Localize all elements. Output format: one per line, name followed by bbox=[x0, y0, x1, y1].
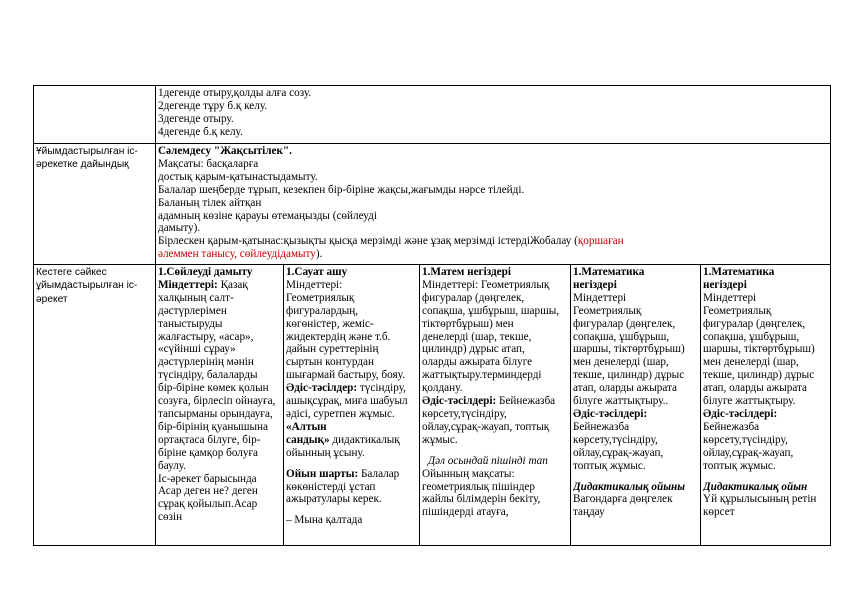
text-line: пішіндерді атауға, bbox=[422, 506, 509, 519]
text-line: ойынның ұсыну. bbox=[286, 446, 365, 459]
game-desc: дидактикалық bbox=[329, 433, 400, 446]
subject-title: 1.Математика bbox=[573, 266, 645, 278]
greeting-line bbox=[158, 248, 828, 261]
text-line: көрсету,түсіндіру, bbox=[422, 407, 507, 420]
methods-label: Әдіс-тәсілдері: bbox=[703, 407, 778, 420]
column-divider bbox=[419, 264, 420, 546]
text-line: текше, цилиндр) дұрыс bbox=[703, 369, 815, 382]
text-line: мен денелерді (шар, bbox=[703, 356, 799, 369]
text-line: көрсету,түсіндіру, bbox=[703, 433, 788, 446]
label-column-divider bbox=[155, 85, 156, 546]
game-name: Дәл осындай пішінді тап bbox=[428, 454, 548, 467]
text-line: фигуралар (дөңгелек, bbox=[573, 317, 676, 330]
text-line: ажыратулары керек. bbox=[286, 493, 382, 506]
row-divider bbox=[33, 143, 831, 144]
speech-development-cell bbox=[158, 266, 282, 544]
text-line: ойлау,сұрақ-жауап, топтық bbox=[422, 420, 550, 433]
text-line: сөзін bbox=[158, 511, 183, 524]
text-line: қолдану. bbox=[422, 382, 463, 395]
greeting-line: Мақсаты: басқаларға bbox=[158, 157, 259, 170]
column-divider bbox=[570, 264, 571, 546]
methods-label: Әдіс-тәсілдер: bbox=[286, 382, 358, 395]
text-line: топтық жұмыс. bbox=[573, 459, 646, 472]
text-line: шығармай бастыру, бояу. bbox=[286, 369, 405, 382]
text-line: Ойынның мақсаты: bbox=[422, 467, 515, 480]
greeting-text: ). bbox=[315, 248, 323, 261]
column-divider bbox=[283, 264, 284, 546]
text-line: түсіндіру, балаларды bbox=[158, 369, 258, 382]
methods-label: Әдіс-тәсілдері: bbox=[422, 395, 497, 408]
text-line: фигуралардың, bbox=[286, 304, 359, 317]
methods-text: түсіндіру, bbox=[357, 382, 406, 395]
text-line: текше, цилиндр) дұрыс bbox=[573, 369, 685, 382]
text-line: ойлау,сұрақ-жауап, bbox=[573, 446, 664, 459]
text-line: денелерді (шар, текше, bbox=[422, 330, 532, 343]
label-line: Кестеге сәйкес bbox=[36, 267, 107, 278]
text-line: сопақша, ұшбұрыш, bbox=[573, 330, 670, 343]
rules-label: Ойын шарты: bbox=[286, 467, 359, 480]
exercise-line: 3дегенде отыру. bbox=[158, 112, 234, 125]
text-line: фигуралар (дөңгелек, bbox=[703, 317, 806, 330]
text-line: мен денелерді (шар, bbox=[573, 356, 669, 369]
methods-label: Әдіс-тәсілдері: bbox=[573, 407, 648, 420]
text-line: баулу. bbox=[158, 459, 187, 472]
label-line: әрекетке дайындық bbox=[36, 159, 129, 171]
exercise-line: 1дегенде отыру,қолды алға созу. bbox=[158, 87, 312, 99]
exercise-line: 2дегенде тұру б.қ келу. bbox=[158, 99, 268, 112]
text-line: Міндеттері: bbox=[286, 278, 343, 291]
table-border-bottom bbox=[33, 545, 831, 546]
text-line: тіктөртбұрыш) мен bbox=[422, 317, 514, 330]
text-line: Геометриялық bbox=[703, 304, 772, 317]
text-line: Вагондарға дөңгелек bbox=[573, 493, 673, 506]
text-line: таңдау bbox=[573, 506, 605, 519]
greeting-line: дамыту). bbox=[158, 222, 201, 235]
text-line: Іс-әрекет барысында bbox=[158, 472, 257, 485]
greeting-line: достық қарым-қатынастыдамыту. bbox=[158, 170, 318, 183]
text-line: Міндеттері: Геометриялық bbox=[422, 278, 550, 291]
game-title: «Алтын bbox=[286, 420, 327, 433]
text-line: бір-бірінің қуанышына bbox=[158, 420, 268, 433]
game-label: Дидактикалық ойыны bbox=[573, 480, 685, 493]
text-line: таныстыруды bbox=[158, 317, 223, 330]
column-divider bbox=[700, 264, 701, 546]
greeting-highlight: қоршаған bbox=[577, 235, 624, 248]
text-line: Геометриялық bbox=[286, 291, 355, 304]
text-line: ойлау,сұрақ-жауап, bbox=[703, 446, 794, 459]
text-line: тапсырманы орындауға, bbox=[158, 407, 273, 420]
text-line: цилиндр) дұрыс атап, bbox=[422, 343, 525, 356]
text-line: көкөністерді ұстап bbox=[286, 480, 376, 493]
subject-title: 1.Матем негіздері bbox=[422, 266, 511, 278]
subject-title: 1.Сөйлеуді дамыту bbox=[158, 266, 253, 278]
text-line: шаршы, тіктөртбұрыш) bbox=[573, 343, 685, 356]
tasks-line bbox=[158, 279, 282, 292]
math-basics-cell bbox=[422, 266, 569, 544]
text-line: Асар деген не? деген bbox=[158, 485, 258, 498]
text-line: жұмыс. bbox=[422, 433, 458, 446]
text-line: жаттықтыру.терминдерді bbox=[422, 369, 542, 382]
text-line: шаршы, тіктөртбұрыш) bbox=[703, 343, 815, 356]
subject-title: негіздері bbox=[703, 278, 747, 291]
text-line: ашықсұрақ, миға шабуыл bbox=[286, 395, 408, 408]
greeting-text: Бірлескен қарым-қатынас:қызықты қысқа мерзімді және ұзақ мерзімді істердіЖобалау ( bbox=[158, 235, 578, 248]
table-border-left bbox=[33, 85, 34, 546]
text-line: Бейнежазба bbox=[573, 420, 630, 433]
text-line: сыртын контурдан bbox=[286, 356, 374, 369]
text-line: сопақша, ұшбұрыш, bbox=[703, 330, 800, 343]
math-fundamentals-cell bbox=[573, 266, 699, 544]
exercise-line: 4дегенде б.қ келу. bbox=[158, 125, 243, 138]
methods-line bbox=[422, 395, 569, 408]
game-line bbox=[286, 434, 418, 447]
table-border-top bbox=[33, 85, 831, 86]
text-line: сопақша, ұшбұрыш, шаршы, bbox=[422, 304, 560, 317]
subject-title: негіздері bbox=[573, 278, 617, 291]
row-divider bbox=[33, 264, 831, 265]
text-line: дәстүрлерімен bbox=[158, 304, 227, 317]
text-line: көрсету,түсіндіру, bbox=[573, 433, 658, 446]
text-line: – Мына қалтада bbox=[286, 514, 363, 527]
text-line: атап, оларды ажырата bbox=[703, 382, 808, 395]
text-line: Міндеттері bbox=[573, 291, 627, 304]
label-line: ұйымдастырылған іс- bbox=[36, 280, 138, 292]
greeting-cell bbox=[158, 145, 828, 263]
greeting-line: Баланың тілек айтқан bbox=[158, 196, 262, 209]
label-line: Ұйымдастырылған іс- bbox=[36, 146, 138, 157]
text-line: көрсет bbox=[703, 506, 735, 519]
greeting-title: Сәлемдесу "Жақсытілек". bbox=[158, 145, 292, 157]
methods-text: Бейнежазба bbox=[496, 395, 556, 408]
greeting-line bbox=[158, 235, 828, 248]
exercise-cell bbox=[158, 87, 826, 142]
text-line: топтық жұмыс. bbox=[703, 459, 776, 472]
text-line: көгөністер, жеміс- bbox=[286, 317, 374, 330]
rules-line bbox=[286, 468, 418, 481]
text-line: Бейнежазба bbox=[703, 420, 760, 433]
text-line: білуге жаттықтыру.. bbox=[573, 395, 669, 408]
text-line: созуға, бірлесіп ойнауға, bbox=[158, 395, 276, 408]
methods-line bbox=[286, 382, 418, 395]
game-label: Дидактикалық ойын bbox=[703, 480, 808, 493]
rules-text: Балалар bbox=[358, 467, 400, 480]
text-line: фигуралар (дөңгелек, bbox=[422, 291, 525, 304]
text-line: жайлы білімдерін бекіту, bbox=[422, 493, 541, 506]
text-line: дайын суреттерінің bbox=[286, 343, 379, 356]
text-line: білуге жаттықтыру. bbox=[703, 395, 796, 408]
greeting-line: Балалар шеңберде тұрып, кезекпен бір-біріне жақсы,жағымды нәрсе тілейді. bbox=[158, 183, 525, 196]
greeting-line: адамның көзіне қарауы өтемаңызды (сөйлеуді bbox=[158, 209, 377, 222]
greeting-highlight: әлеммен танысу, сөйлеудідамыту bbox=[158, 248, 316, 261]
text-line: сұрақ қойылып.Асар bbox=[158, 498, 258, 511]
text-line: халқының салт- bbox=[158, 291, 234, 304]
text-line: біріне қамқор болуға bbox=[158, 446, 259, 459]
text-line: дәстүрлерінің мәнін bbox=[158, 356, 254, 369]
text-line: ортақтаса білуге, бір- bbox=[158, 433, 261, 446]
text-line: Геометриялық bbox=[573, 304, 642, 317]
table-border-right bbox=[830, 85, 831, 546]
text-line: атап, оларды ажырата bbox=[573, 382, 678, 395]
game-title: сандық» bbox=[286, 433, 330, 446]
text-line: геометриялық пішіндер bbox=[422, 480, 535, 493]
text-line: «сүйінші сұрау» bbox=[158, 343, 236, 356]
text-line: жалғастыру, «асар», bbox=[158, 330, 254, 343]
text-line: Міндеттері bbox=[703, 291, 757, 304]
literacy-cell bbox=[286, 266, 418, 544]
label-line: әрекет bbox=[36, 293, 68, 305]
text-line: әдісі, суретпен жұмыс. bbox=[286, 407, 395, 420]
text-line: Үй құрылысының ретін bbox=[703, 493, 817, 506]
preparation-label bbox=[36, 145, 154, 185]
tasks-label: Міндеттері: bbox=[158, 278, 218, 291]
text-line: оларды ажырата білуге bbox=[422, 356, 533, 369]
text-line: бір-біріне көмек қолын bbox=[158, 382, 269, 395]
activity-label bbox=[36, 266, 154, 311]
text-line: жидектердің және т.б. bbox=[286, 330, 391, 343]
math-fundamentals-cell-2 bbox=[703, 266, 829, 544]
tasks-text: Қазақ bbox=[217, 278, 248, 291]
schedule-table bbox=[33, 85, 831, 546]
subject-title: 1.Сауат ашу bbox=[286, 266, 348, 278]
subject-title: 1.Математика bbox=[703, 266, 775, 278]
